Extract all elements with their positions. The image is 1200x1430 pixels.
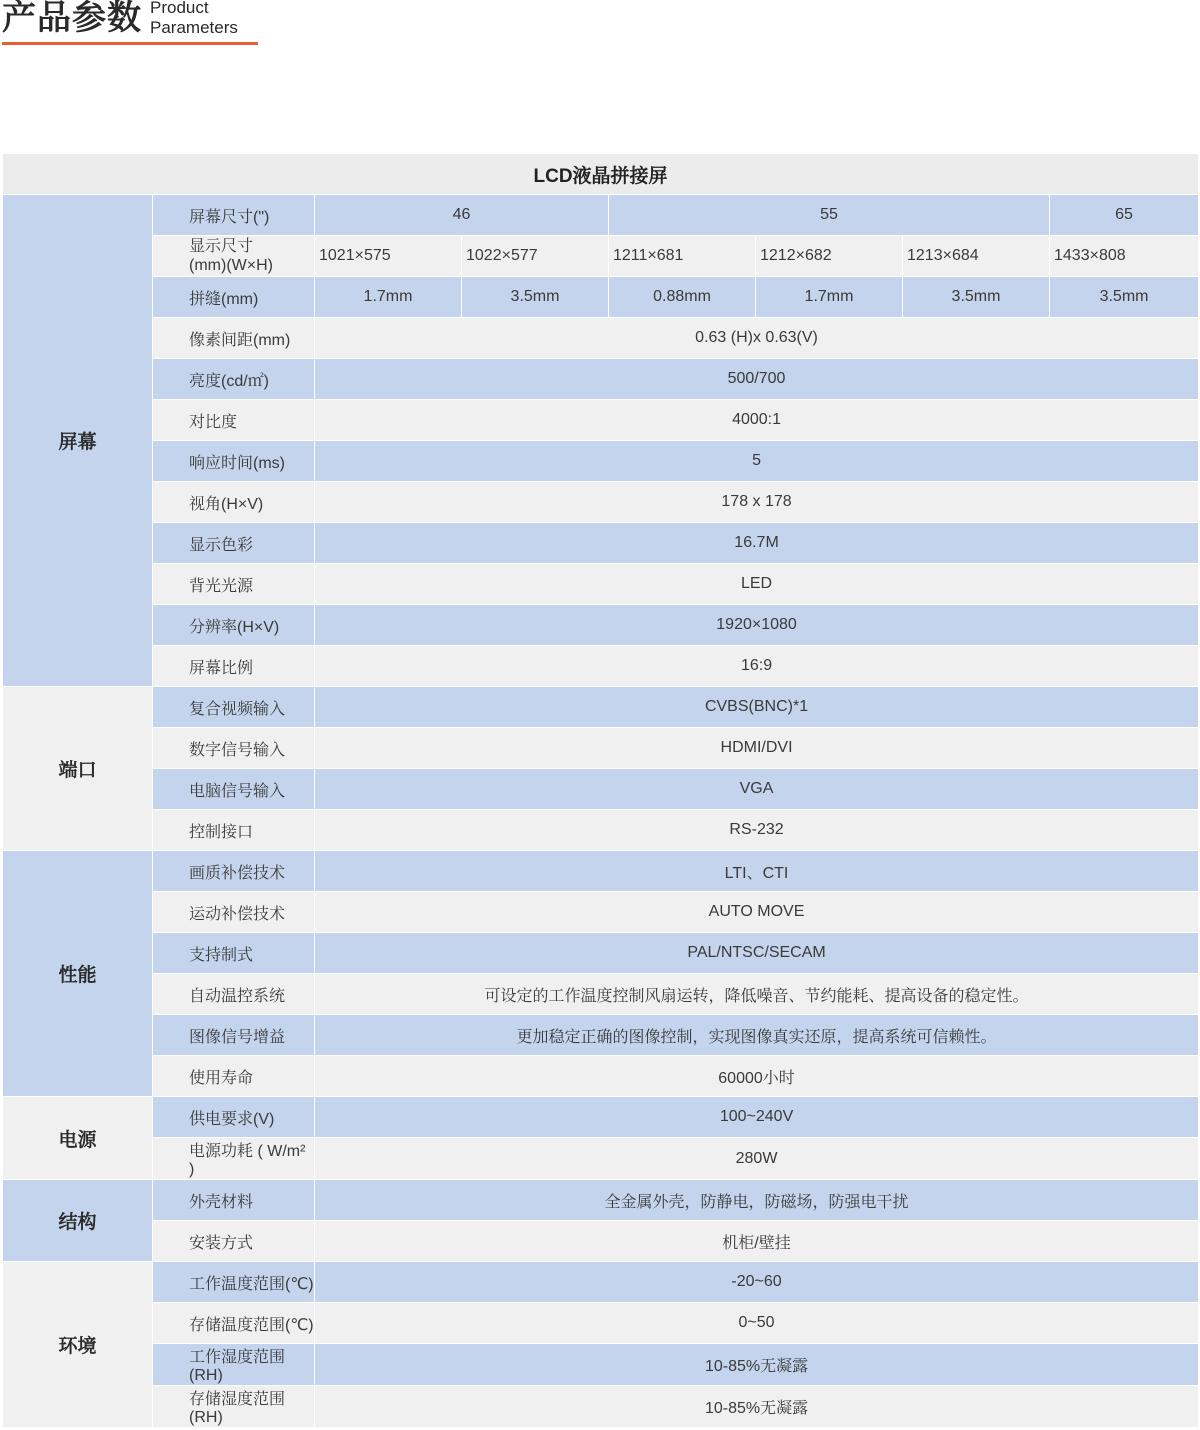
table-row [3, 1056, 1199, 1097]
param-value: PAL/NTSC/SECAM [315, 933, 1199, 974]
table-row [3, 687, 1199, 728]
param-value: 1920×1080 [315, 605, 1199, 646]
param-label: 对比度 [153, 400, 315, 441]
param-label: 供电要求(V) [153, 1097, 315, 1138]
heading-english-line1: Product [150, 0, 209, 17]
table-row [3, 769, 1199, 810]
param-value: 0.63 (H)x 0.63(V) [315, 318, 1199, 359]
table-row [3, 1303, 1199, 1344]
table-row [3, 646, 1199, 687]
param-label: 显示色彩 [153, 523, 315, 564]
table-row [3, 1180, 1199, 1221]
table-row [3, 605, 1199, 646]
table-row [3, 523, 1199, 564]
category-power: 电源 [3, 1097, 153, 1180]
bezel-value: 3.5mm [903, 277, 1050, 318]
param-value: AUTO MOVE [315, 892, 1199, 933]
param-label-line2: (mm)(W×H) [189, 257, 273, 274]
param-label: 响应时间(ms) [153, 441, 315, 482]
table-row [3, 277, 1199, 318]
param-label: 像素间距(mm) [153, 318, 315, 359]
param-value: 全金属外壳，防静电，防磁场，防强电干扰 [315, 1180, 1199, 1221]
param-label: 存储温度范围(℃) [153, 1303, 315, 1344]
param-label: 外壳材料 [153, 1180, 315, 1221]
table-row [3, 892, 1199, 933]
param-label: 安装方式 [153, 1221, 315, 1262]
spec-table [2, 153, 1199, 1428]
table-row [3, 318, 1199, 359]
param-label: 电脑信号输入 [153, 769, 315, 810]
param-value: 0~50 [315, 1303, 1199, 1344]
display-size-value: 1213×684 [903, 236, 1050, 277]
param-label: 控制接口 [153, 810, 315, 851]
table-row [3, 359, 1199, 400]
param-value: RS-232 [315, 810, 1199, 851]
category-screen: 屏幕 [3, 195, 153, 687]
param-label: 画质补偿技术 [153, 851, 315, 892]
param-value: 16:9 [315, 646, 1199, 687]
table-row [3, 851, 1199, 892]
param-value: 60000小时 [315, 1056, 1199, 1097]
table-row [3, 236, 1199, 277]
param-value: 4000:1 [315, 400, 1199, 441]
param-label: 屏幕尺寸(") [153, 195, 315, 236]
table-row [3, 810, 1199, 851]
table-row [3, 1015, 1199, 1056]
param-label: 数字信号输入 [153, 728, 315, 769]
display-size-value: 1022×577 [462, 236, 609, 277]
param-value: 16.7M [315, 523, 1199, 564]
param-value: 178 x 178 [315, 482, 1199, 523]
display-size-value: 1211×681 [609, 236, 756, 277]
category-structure: 结构 [3, 1180, 153, 1262]
heading-english-line2: Parameters [150, 18, 238, 37]
heading-underline [2, 42, 258, 45]
table-row [3, 482, 1199, 523]
param-label: 工作湿度范围(RH) [153, 1344, 315, 1386]
param-value: 280W [315, 1138, 1199, 1180]
param-label: 屏幕比例 [153, 646, 315, 687]
display-size-value: 1433×808 [1050, 236, 1199, 277]
param-value: 更加稳定正确的图像控制，实现图像真实还原，提高系统可信赖性。 [315, 1015, 1199, 1056]
param-value: 机柜/壁挂 [315, 1221, 1199, 1262]
table-row [3, 933, 1199, 974]
table-row [3, 1097, 1199, 1138]
size-65: 65 [1050, 195, 1199, 236]
bezel-value: 1.7mm [756, 277, 903, 318]
param-label: 分辨率(H×V) [153, 605, 315, 646]
table-row [3, 400, 1199, 441]
table-row [3, 1262, 1199, 1303]
category-ports: 端口 [3, 687, 153, 851]
param-label: 亮度(cd/㎡) [153, 359, 315, 400]
param-value: 10-85%无凝露 [315, 1386, 1199, 1428]
table-row [3, 1221, 1199, 1262]
param-label [153, 236, 315, 277]
table-row [3, 1138, 1199, 1180]
table-row [3, 1344, 1199, 1386]
param-value: LED [315, 564, 1199, 605]
param-label: 图像信号增益 [153, 1015, 315, 1056]
param-value: 5 [315, 441, 1199, 482]
param-value: 可设定的工作温度控制风扇运转，降低噪音、节约能耗、提高设备的稳定性。 [315, 974, 1199, 1015]
table-row [3, 1386, 1199, 1428]
param-label: 自动温控系统 [153, 974, 315, 1015]
bezel-value: 3.5mm [462, 277, 609, 318]
size-46: 46 [315, 195, 609, 236]
param-value: HDMI/DVI [315, 728, 1199, 769]
param-label: 电源功耗 ( W/m² ) [153, 1138, 315, 1180]
param-label: 拼缝(mm) [153, 277, 315, 318]
param-value: CVBS(BNC)*1 [315, 687, 1199, 728]
category-environment: 环境 [3, 1262, 153, 1428]
param-label: 复合视频输入 [153, 687, 315, 728]
param-label: 视角(H×V) [153, 482, 315, 523]
display-size-value: 1212×682 [756, 236, 903, 277]
page-heading [0, 0, 260, 48]
size-55: 55 [609, 195, 1050, 236]
category-performance: 性能 [3, 851, 153, 1097]
param-value: VGA [315, 769, 1199, 810]
param-label: 背光光源 [153, 564, 315, 605]
table-row [3, 441, 1199, 482]
param-label: 运动补偿技术 [153, 892, 315, 933]
heading-chinese: 产品参数 [2, 0, 142, 38]
param-label: 工作温度范围(℃) [153, 1262, 315, 1303]
table-title: LCD液晶拼接屏 [3, 154, 1199, 195]
table-row [3, 195, 1199, 236]
bezel-value: 1.7mm [315, 277, 462, 318]
bezel-value: 0.88mm [609, 277, 756, 318]
param-value: LTI、CTI [315, 851, 1199, 892]
table-row [3, 564, 1199, 605]
param-value: 10-85%无凝露 [315, 1344, 1199, 1386]
param-value: 500/700 [315, 359, 1199, 400]
param-label: 使用寿命 [153, 1056, 315, 1097]
table-row [3, 728, 1199, 769]
param-label: 支持制式 [153, 933, 315, 974]
bezel-value: 3.5mm [1050, 277, 1199, 318]
param-value: -20~60 [315, 1262, 1199, 1303]
table-row [3, 974, 1199, 1015]
param-label: 存储湿度范围(RH) [153, 1386, 315, 1428]
display-size-value: 1021×575 [315, 236, 462, 277]
param-label-line1: 显示尺寸 [189, 238, 254, 255]
param-value: 100~240V [315, 1097, 1199, 1138]
table-title-row [3, 154, 1199, 195]
